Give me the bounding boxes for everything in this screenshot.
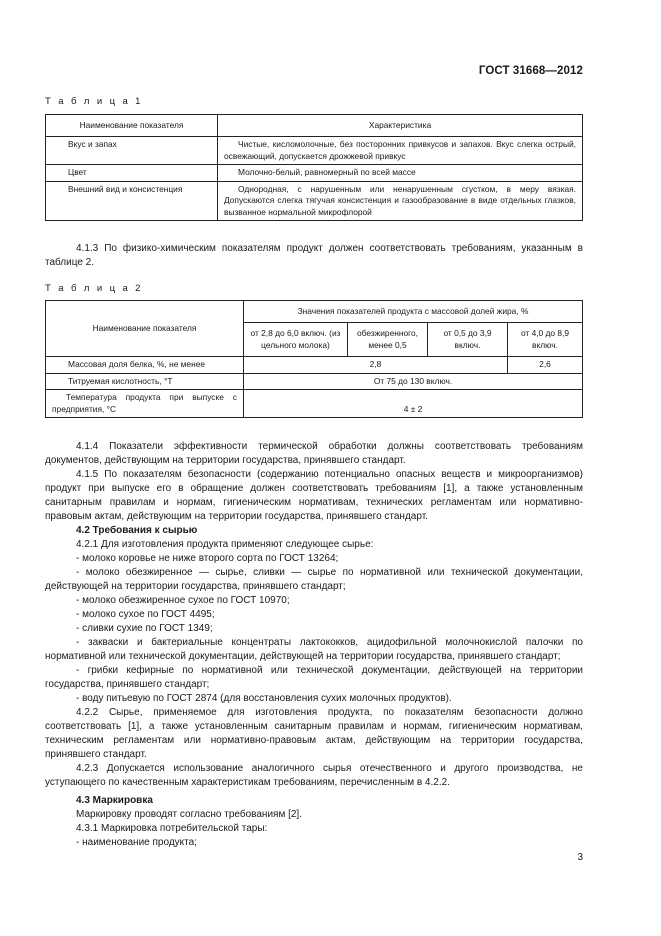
paragraph-423: 4.2.3 Допускается использование аналогичного сырья отечественного и другого производства, не уступающего по качественным характеристикам требованиям, перечисленным в 4.2.2.	[45, 763, 583, 788]
list-item: - молоко обезжиренное — сырье, сливки — сырье по нормативной или технической документации, действующей на территории государства, принявшего стандарт;	[45, 567, 583, 592]
page-number: 3	[577, 852, 583, 863]
table2-row-name: Температура продукта при выпуске с предприятия, °С	[46, 390, 244, 418]
table1-row-name: Внешний вид и консистенция	[46, 181, 218, 221]
table1-row-name: Цвет	[46, 165, 218, 182]
list-item: - молоко коровье не ниже второго сорта по ГОСТ 13264;	[76, 553, 339, 564]
list-item: - воду питьевую по ГОСТ 2874 (для восстановления сухих молочных продуктов).	[76, 693, 452, 704]
section-heading-4-2: 4.2 Требования к сырью	[76, 525, 198, 536]
table2-row-name: Массовая доля белка, %, не менее	[46, 357, 244, 374]
table-row	[46, 181, 583, 221]
table1	[45, 114, 583, 221]
list-item: - сливки сухие по ГОСТ 1349;	[76, 623, 213, 634]
table2-header-name: Наименование показателя	[46, 301, 244, 357]
table2-caption: Т а б л и ц а 2	[45, 283, 143, 294]
main-text	[45, 440, 583, 850]
list-item: - молоко обезжиренное сухое по ГОСТ 10970;	[76, 595, 290, 606]
table2-subheader: от 2,8 до 6,0 включ. (из цельного молока)	[244, 323, 348, 357]
table1-row-value: Молочно-белый, равномерный по всей массе	[218, 165, 583, 182]
paragraph-414: 4.1.4 Показатели эффективности термической обработки должны соответствовать требованиям документов, действующим на территории государства, принявшего стандарт.	[45, 441, 583, 466]
table2-row-value: 4 ± 2	[244, 390, 583, 418]
table2-group-header: Значения показателей продукта с массовой долей жира, %	[244, 301, 583, 323]
paragraph-text: 4.1.3 По физико-химическим показателям продукт должен соответствовать требованиям, указанным в таблице 2.	[45, 243, 583, 268]
list-item: - закваски и бактериальные концентраты лактококков, ацидофильной молочнокислой палочки по нормативной или технической документации, действующей на территории государства, принявшего стандарт;	[45, 637, 583, 662]
table1-header-characteristic: Характеристика	[218, 115, 583, 137]
table2	[45, 300, 583, 418]
paragraph-421: 4.2.1 Для изготовления продукта применяют следующее сырье:	[76, 539, 374, 550]
paragraph-415: 4.1.5 По показателям безопасности (содержанию потенциально опасных веществ и микроорганизмов) продукт при выпуске его в обращение должен соответствовать требованиям [1], а также установленным санитарным правилам и нормам, гигиеническим нормативам, технических регламентам или нормативно-правовым актам, действующим на территории государства, принявшего стандарт.	[45, 469, 583, 522]
table2-row-value: От 75 до 130 включ.	[244, 373, 583, 390]
table-row	[46, 357, 583, 374]
table-row	[46, 165, 583, 182]
paragraph-413	[45, 242, 583, 270]
table2-row-value: 2,6	[508, 357, 583, 374]
table2-row-value: 2,8	[244, 357, 508, 374]
table1-row-value: Чистые, кисломолочные, без посторонних привкусов и запахов. Вкус слегка острый, освежающий, допускается дрожжевой привкус	[218, 137, 583, 165]
paragraph-43: Маркировку проводят согласно требованиям [2].	[76, 809, 302, 820]
table1-caption: Т а б л и ц а 1	[45, 96, 143, 107]
list-item: - молоко сухое по ГОСТ 4495;	[76, 609, 215, 620]
table1-row-name: Вкус и запах	[46, 137, 218, 165]
standard-number: ГОСТ 31668—2012	[478, 65, 583, 77]
table2-subheader: обезжиренного, менее 0,5	[348, 323, 428, 357]
table-row	[46, 373, 583, 390]
section-heading-4-3: 4.3 Маркировка	[76, 795, 153, 806]
table1-header-name: Наименование показателя	[46, 115, 218, 137]
paragraph-431: 4.3.1 Маркировка потребительской тары:	[76, 823, 268, 834]
table-row	[46, 137, 583, 165]
list-item: - грибки кефирные по нормативной или технической документации, действующей на территории государства, принявшего стандарт;	[45, 665, 583, 690]
table2-subheader: от 0,5 до 3,9 включ.	[428, 323, 508, 357]
table-row	[46, 390, 583, 418]
table1-row-value: Однородная, с нарушенным или ненарушенным сгустком, в меру вязкая. Допускаются слегка тягучая консистенция и газообразование в виде отдельных глазков, вызванное нормальной микрофлорой	[218, 181, 583, 221]
table2-row-name: Титруемая кислотность, °Т	[46, 373, 244, 390]
list-item: - наименование продукта;	[76, 837, 197, 848]
paragraph-422: 4.2.2 Сырье, применяемое для изготовления продукта, по показателям безопасности должно соответствовать [1], а также установленным санитарным правилам и нормам, гигиеническим нормативам, техническим регламентам или нормативно-правовым актам, действующим на территории государства, принявшего стандарт.	[45, 707, 583, 760]
table2-subheader: от 4,0 до 8,9 включ.	[508, 323, 583, 357]
